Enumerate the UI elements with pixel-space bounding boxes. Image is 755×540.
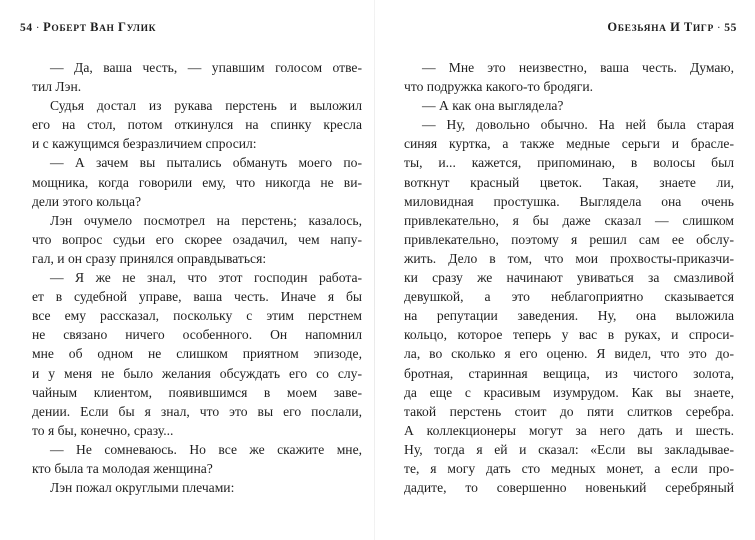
text-line: не связано ничего особенного. Он напомнил [32, 327, 362, 343]
text-line: — Не сомневаюсь. Но все же скажите мне, [50, 441, 362, 457]
text-line: миловидная простушка. Выглядела она очень [404, 193, 734, 209]
right-page-body [404, 58, 734, 497]
text-line: и у меня не было желания обсуждать его со слу- [32, 365, 362, 381]
left-page [20, 0, 365, 540]
right-page-number: 55 [724, 22, 737, 34]
text-line: все ему рассказал, поскольку с этим перстнем [32, 308, 362, 324]
text-line: синяя куртка, а также медные серьги и брасле- [404, 136, 734, 152]
text-line: мощника, когда говорили ему, что никогда не ви- [32, 174, 362, 190]
text-line: его на стол, потом откинулся на спинку кресла [32, 117, 362, 133]
running-head-separator: · [35, 22, 41, 34]
text-line: на репутации заведения. Ну, она выложила [404, 308, 734, 324]
text-line: ла, во сколько я его оценю. Я видел, что это до- [404, 346, 734, 362]
text-line: ет в судебной управе, ваша честь. Иначе я бы [32, 289, 362, 305]
text-line: мне об одном не слишком приятном эпизоде, [32, 346, 362, 362]
text-line: Судья достал из рукава перстень и выложил [50, 98, 362, 114]
text-line: Ну, тогда я ей и сказал: «Если вы закладывае- [404, 441, 734, 457]
text-line: то я бы, конечно, сразу... [32, 422, 174, 438]
left-running-head [20, 20, 365, 35]
left-page-body [32, 58, 362, 497]
text-line: — А зачем вы пытались обмануть моего по- [50, 155, 362, 171]
text-line: — Да, ваша честь, — упавшим голосом отве- [50, 60, 362, 75]
text-line: Лэн пожал округлыми плечами: [50, 480, 235, 496]
book-gutter [374, 0, 375, 540]
left-running-head-title: РОБЕРТ ВАН ГУЛИК [43, 20, 157, 34]
text-line: Лэн очумело посмотрел на перстень; казалось, [50, 212, 362, 228]
right-page [392, 0, 737, 540]
text-line: такой перстень стоит до пяти слитков серебра. [404, 403, 734, 419]
text-line: чайным клиентом, появившимся в моем заве- [32, 384, 362, 400]
right-running-head-title: ОБЕЗЬЯНА И ТИГР [607, 20, 714, 34]
text-line: привлекательно, поэтому я решил сам ее обслу- [404, 231, 734, 247]
text-line: кольцо, которое теперь у вас в руках, и спроси- [404, 327, 734, 343]
text-line: что подружка какого-то бродяги. [404, 79, 594, 95]
text-line: воткнут красный цветок. Такая, знаете ли, [404, 174, 734, 190]
text-line: — Мне это неизвестно, ваша честь. Думаю, [422, 60, 734, 75]
text-line: ки сразу же начинают увиваться за смазливой [404, 270, 734, 286]
right-running-head [392, 20, 737, 35]
text-line: — А как она выглядела? [422, 98, 564, 114]
text-line: ты, и... кажется, припоминаю, в волосы был [404, 155, 734, 171]
text-line: дении. Если бы я знал, что это вы его послали, [32, 403, 362, 419]
text-line: А коллекционеры могут за него дать и шесть. [404, 422, 734, 438]
text-line: кто была та молодая женщина? [32, 460, 213, 476]
text-line: дадите, то совершенно новенький серебряный [404, 480, 734, 496]
text-line: — Я же не знал, что этот господин работа- [50, 270, 362, 286]
text-line: те, я могу дать сто медных монет, а если про- [404, 460, 734, 476]
text-line: девушкой, а это неблагоприятно сказывается [404, 289, 734, 305]
text-line: и с кажущимся безразличием спросил: [32, 136, 257, 152]
text-line: дели этого кольца? [32, 193, 142, 209]
text-line: тил Лэн. [32, 79, 82, 95]
text-line: что вопрос судьи его скорее озадачил, чем напу- [32, 231, 362, 247]
running-head-separator: · [716, 22, 722, 34]
text-line: — Ну, довольно обычно. На ней была старая [422, 117, 734, 133]
text-line: привлекательно, я бы даже сказал — слишком [404, 212, 734, 228]
text-line: бротная, старинная вещица, из чистого золота, [404, 365, 734, 381]
text-line: да еще с красивым изумрудом. Как вы знаете, [404, 384, 734, 400]
text-line: жить. Дело в том, что мои прохвосты-приказчи- [404, 250, 734, 266]
text-line: гал, и он сразу принялся оправдываться: [32, 250, 267, 266]
left-page-number: 54 [20, 22, 33, 34]
